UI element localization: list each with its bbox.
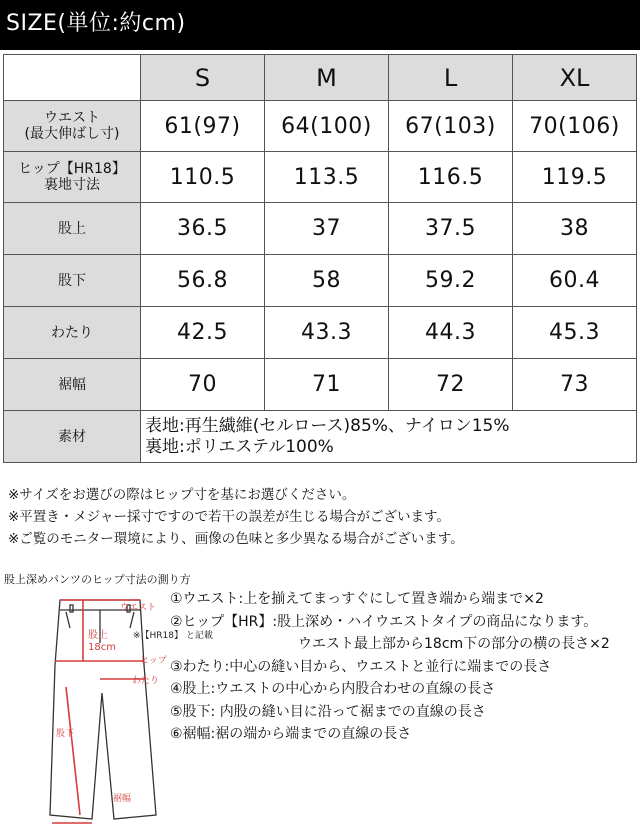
note-item: ※サイズをお選びの際はヒップ寸を基にお選びください。 (8, 487, 356, 503)
label-line1: ヒップ【HR18】 (18, 161, 126, 177)
table-cell: 70 (141, 359, 265, 411)
table-cell: 37 (265, 203, 389, 255)
size-title: SIZE(単位:約cm) (6, 11, 186, 36)
hr-note-line1: ※【HR18】 (133, 631, 184, 641)
table-cell: 116.5 (389, 152, 513, 203)
pants-diagram (0, 583, 175, 839)
notes (8, 484, 464, 550)
size-header-m: M (265, 55, 389, 101)
header-corner (4, 55, 141, 101)
table-cell: 38 (513, 203, 637, 255)
material-cell (141, 411, 637, 463)
measure-item: ③わたり:中心の縫い目から、ウエストと並行に端までの長さ (170, 658, 552, 675)
material-line2: 裏地:ポリエステル100% (145, 436, 334, 457)
label-line2: (最大伸ばし寸) (24, 126, 120, 142)
table-cell: 59.2 (389, 255, 513, 307)
row-label-hem: 裾幅 (4, 359, 141, 411)
measure-item: ①ウエスト:上を揃えてまっすぐにして置き端から端まで×2 (170, 591, 544, 607)
table-cell: 113.5 (265, 152, 389, 203)
table-row (4, 307, 637, 359)
table-cell: 61(97) (141, 101, 265, 152)
table-cell: 42.5 (141, 307, 265, 359)
row-label-inseam: 股下 (4, 255, 141, 307)
table-cell: 58 (265, 255, 389, 307)
hr-note-line2: と記載 (185, 631, 213, 641)
table-cell: 56.8 (141, 255, 265, 307)
note-item: ※平置き・メジャー採寸ですので若干の誤差が生じる場合がございます。 (8, 509, 450, 525)
row-label-thigh: わたり (4, 307, 141, 359)
label-thigh: わたり (132, 676, 160, 686)
table-header-row (4, 55, 637, 101)
measure-item: ⑥裾幅:裾の端から端までの直線の長さ (170, 726, 412, 742)
table-cell: 60.4 (513, 255, 637, 307)
size-header-l: L (389, 55, 513, 101)
label-18cm: 18cm (88, 642, 116, 653)
size-header-s: S (141, 55, 265, 101)
table-row (4, 359, 637, 411)
measure-item: ⑤股下: 内股の縫い目に沿って裾までの直線の長さ (170, 703, 486, 720)
label-waist: ウエスト (120, 603, 157, 613)
label-line1: ウエスト (44, 110, 100, 126)
measure-item: ②ヒップ【HR】:股上深め・ハイウエストタイプの商品になります。 (170, 613, 598, 630)
table-row (4, 203, 637, 255)
label-hem: 裾幅 (113, 794, 132, 804)
table-row-material (4, 411, 637, 463)
table-row (4, 255, 637, 307)
diagram-title: 股上深めパンツのヒップ寸法の測り方 (4, 573, 191, 586)
table-row (4, 152, 637, 203)
table-cell: 110.5 (141, 152, 265, 203)
label-inseam: 股下 (56, 729, 75, 739)
label-hip: ヒップ (140, 656, 167, 666)
material-line1: 表地:再生繊維(セルロース)85%、ナイロン15% (145, 415, 510, 436)
table-cell: 67(103) (389, 101, 513, 152)
table-cell: 44.3 (389, 307, 513, 359)
note-item: ※ご覧のモニター環境により、画像の色味と多少異なる場合がございます。 (8, 531, 464, 547)
table-cell: 70(106) (513, 101, 637, 152)
table-cell: 119.5 (513, 152, 637, 203)
row-label-hip (4, 152, 141, 203)
label-line2: 裏地寸法 (44, 177, 100, 193)
table-cell: 36.5 (141, 203, 265, 255)
size-title-bar (0, 0, 640, 50)
table-cell: 37.5 (389, 203, 513, 255)
label-rise: 股上 (88, 630, 108, 641)
row-label-rise: 股上 (4, 203, 141, 255)
size-header-xl: XL (513, 55, 637, 101)
table-cell: 72 (389, 359, 513, 411)
table-cell: 45.3 (513, 307, 637, 359)
measure-item: ウエスト最上部から18cm下の部分の横の長さ×2 (298, 636, 610, 652)
row-label-waist (4, 101, 141, 152)
table-cell: 64(100) (265, 101, 389, 152)
inseam-line (66, 687, 80, 815)
row-label-material: 素材 (4, 411, 141, 463)
size-table (3, 54, 637, 463)
measure-item: ④股上:ウエストの中心から内股合わせの直線の長さ (170, 681, 496, 697)
table-cell: 73 (513, 359, 637, 411)
table-row (4, 101, 637, 152)
measurement-list (170, 588, 610, 746)
table-cell: 43.3 (265, 307, 389, 359)
table-cell: 71 (265, 359, 389, 411)
